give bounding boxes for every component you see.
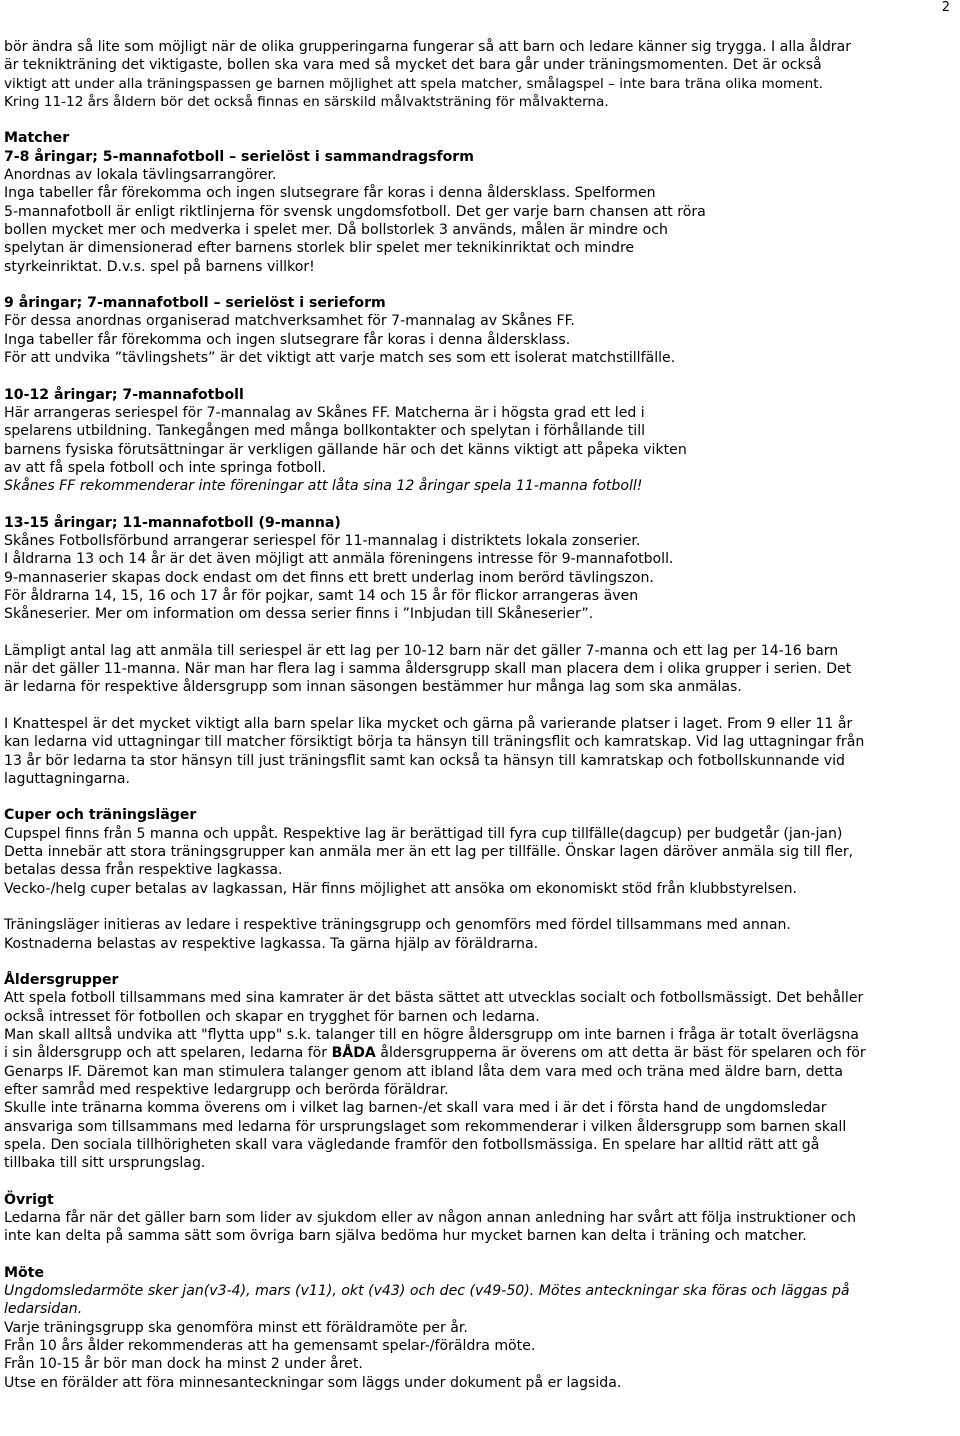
text-line: Från 10-15 år bör man dock ha minst 2 under året.: [4, 1356, 363, 1373]
page-number: 2: [941, 0, 950, 15]
section-heading-cuper: Cuper och träningsläger: [4, 807, 197, 824]
text-line: Inga tabeller får förekomma och ingen slutsegrare får koras i denna åldersklass. Spelformen: [4, 185, 656, 202]
text-line: Skåneserier. Mer om information om dessa serier finns i ”Inbjudan till Skåneserier”.: [4, 606, 594, 623]
text-line: betalas dessa från respektive lagkassa.: [4, 862, 283, 879]
text-line: I Knattespel är det mycket viktigt alla barn spelar lika mycket och gärna på varierande platser i laget. From 9 eller 11 år: [4, 715, 853, 732]
text-line: Utse en förälder att föra minnesanteckningar som läggs under dokument på er lagsida.: [4, 1374, 622, 1391]
intro-line: är teknikträning det viktigaste, bollen ska vara med så mycket det bara går under träningsmomenten. Det är också: [4, 57, 822, 74]
text-line: Genarps IF. Däremot kan man stimulera talanger genom att ibland låta dem vara med och träna med äldre barn, detta: [4, 1063, 844, 1080]
text-line: kan ledarna vid uttagningar till matcher försiktigt börja ta hänsyn till träningsflit och kamratskap. Vid lag uttagningar från: [4, 734, 865, 751]
text-line: spelytan är dimensionerad efter barnens storlek blir spelet mer teknikinriktat och mindre: [4, 240, 635, 257]
text-line: spelarens utbildning. Tankegången med många bollkontakter och spelytan i förhållande till: [4, 423, 646, 440]
intro-line: viktigt att under alla träningspassen ge barnen möjlighet att spela matcher, smålagspel – inte bara träna olika moment.: [4, 75, 823, 92]
text-line: Varje träningsgrupp ska genomföra minst ett föräldramöte per år.: [4, 1319, 468, 1336]
subheading-10-12: 10-12 åringar; 7-mannafotboll: [4, 386, 244, 403]
text-line: 5-mannafotboll är enligt riktlinjerna för svensk ungdomsfotboll. Det ger varje barn chansen att röra: [4, 203, 706, 220]
text-line: av att få spela fotboll och inte springa fotboll.: [4, 459, 326, 476]
text-line-italic: ledarsidan.: [4, 1301, 83, 1318]
text-line: bollen mycket mer och medverka i spelet mer. Då bollstorlek 3 används, målen är mindre och: [4, 221, 668, 238]
text-fragment: åldersgrupperna är överens om att detta är bäst för spelaren och för: [375, 1045, 866, 1062]
text-line: Cupspel finns från 5 manna och uppåt. Respektive lag är berättigad till fyra cup tillfälle(dagcup) per budgetår (jan-jan): [4, 825, 843, 842]
text-line: 9-mannaserier skapas dock endast om det finns ett brett underlag inom berörd tävlingszon.: [4, 569, 654, 586]
text-line: I åldrarna 13 och 14 år är det även möjligt att anmäla föreningens intresse för 9-mannafotboll.: [4, 551, 674, 568]
recommendation-italic: Skånes FF rekommenderar inte föreningar att låta sina 12 åringar spela 11-manna fotboll!: [4, 478, 643, 495]
text-fragment: i sin åldersgrupp och att spelaren, ledarna för: [4, 1045, 332, 1062]
subheading-9: 9 åringar; 7-mannafotboll – serielöst i serieform: [4, 295, 386, 312]
intro-line: bör ändra så lite som möjligt när de olika grupperingarna fungerar så att barn och ledare känner sig trygga. I alla åldrar: [4, 39, 851, 55]
text-line-mixed: [4, 1044, 956, 1062]
section-heading-aldersgrupper: Åldersgrupper: [4, 972, 119, 989]
text-line: Man skall alltså undvika att "flytta upp" s.k. talanger till en högre åldersgrupp om inte barnen i fråga är totalt överlägsna: [4, 1027, 859, 1044]
intro-line: Kring 11-12 års åldern bör det också finnas en särskild målvaktsträning för målvakterna.: [4, 93, 609, 110]
text-line: För åldrarna 14, 15, 16 och 17 år för pojkar, samt 14 och 15 år för flickor arrangeras även: [4, 587, 639, 604]
section-heading-mote: Möte: [4, 1264, 45, 1281]
text-line: styrkeinriktat. D.v.s. spel på barnens villkor!: [4, 258, 315, 275]
text-line: barnens fysiska förutsättningar är verkligen gällande här och det känns viktigt att påpeka vikten: [4, 441, 687, 458]
text-line: laguttagningarna.: [4, 770, 131, 787]
text-line: Ledarna får när det gäller barn som lider av sjukdom eller av någon annan anledning har svårt att följa instruktioner och: [4, 1210, 857, 1226]
text-line: också intresset för fotbollen och skapar en trygghet för barnen och ledarna.: [4, 1008, 540, 1025]
text-line: För dessa anordnas organiserad matchverksamhet för 7-mannalag av Skånes FF.: [4, 313, 575, 330]
text-line: efter samråd med respektive ledargrupp och berörda föräldrar.: [4, 1081, 449, 1098]
text-line: är ledarna för respektive åldersgrupp som innan säsongen bestämmer hur många lag som ska anmälas.: [4, 679, 742, 696]
text-line: ansvariga som tillsammans med ledarna för ursprungslaget som rekommenderar i vilken åldersgrupp som barnen skall: [4, 1118, 847, 1135]
subheading-13-15: 13-15 åringar; 11-mannafotboll (9-manna): [4, 514, 341, 531]
text-line: Från 10 års ålder rekommenderas att ha gemensamt spelar-/föräldra möte.: [4, 1338, 536, 1355]
text-line: Skånes Fotbollsförbund arrangerar seriespel för 11-mannalag i distriktets lokala zonserier.: [4, 533, 641, 550]
subheading-7-8: 7-8 åringar; 5-mannafotboll – serielöst i sammandragsform: [4, 148, 474, 165]
text-line: Vecko-/helg cuper betalas av lagkassan, Här finns möjlighet att ansöka om ekonomiskt stöd från klubbstyrelsen.: [4, 880, 798, 897]
text-line: tillbaka till sitt ursprungslag.: [4, 1155, 206, 1172]
text-line: spela. Den sociala tillhörigheten skall vara vägledande framför den fotbollsmässiga. En spelare har alltid rätt att gå: [4, 1136, 820, 1153]
text-line: Kostnaderna belastas av respektive lagkassa. Ta gärna hjälp av föräldrarna.: [4, 935, 539, 952]
section-heading-matcher: Matcher: [4, 130, 70, 147]
document-body: [4, 38, 956, 1392]
text-line: Inga tabeller får förekomma och ingen slutsegrare får koras i denna åldersklass.: [4, 331, 571, 348]
text-line: 13 år bör ledarna ta stor hänsyn till just träningsflit samt kan också ta hänsyn till kamratskap och fotbollskunnande vid: [4, 752, 845, 769]
text-line-italic: Ungdomsledarmöte sker jan(v3-4), mars (v11), okt (v43) och dec (v49-50). Mötes anteckningar ska föras och läggas på: [4, 1283, 850, 1300]
text-line: Skulle inte tränarna komma överens om i vilket lag barnen-/et skall vara med i är det i första hand de ungdomsledar: [4, 1100, 827, 1117]
text-line: när det gäller 11-manna. När man har flera lag i samma åldersgrupp skall man placera dem i olika grupper i serien. Det: [4, 661, 852, 678]
text-line: Lämpligt antal lag att anmäla till seriespel är ett lag per 10-12 barn när det gäller 7-manna och ett lag per 14-16 barn: [4, 642, 839, 659]
text-line: Träningsläger initieras av ledare i respektive träningsgrupp och genomförs med fördel tillsammans med annan.: [4, 917, 791, 934]
section-heading-ovrigt: Övrigt: [4, 1191, 54, 1208]
text-line: För att undvika ”tävlingshets” är det viktigt att varje match ses som ett isolerat matchstillfälle.: [4, 350, 676, 367]
text-line: inte kan delta på samma sätt som övriga barn själva bedöma hur mycket barnen kan delta i träning och matcher.: [4, 1228, 807, 1245]
text-line: Att spela fotboll tillsammans med sina kamrater är det bästa sättet att utvecklas socialt och fotbollsmässigt. Det behåller: [4, 990, 864, 1007]
text-line: Anordnas av lokala tävlingsarrangörer.: [4, 167, 277, 184]
text-line: Här arrangeras seriespel för 7-mannalag av Skånes FF. Matcherna är i högsta grad ett led i: [4, 404, 645, 421]
text-line: Detta innebär att stora träningsgrupper kan anmäla mer än ett lag per tillfälle. Önskar lagen däröver anmäla sig till fler,: [4, 844, 854, 861]
emphasis-bada: BÅDA: [331, 1045, 376, 1062]
